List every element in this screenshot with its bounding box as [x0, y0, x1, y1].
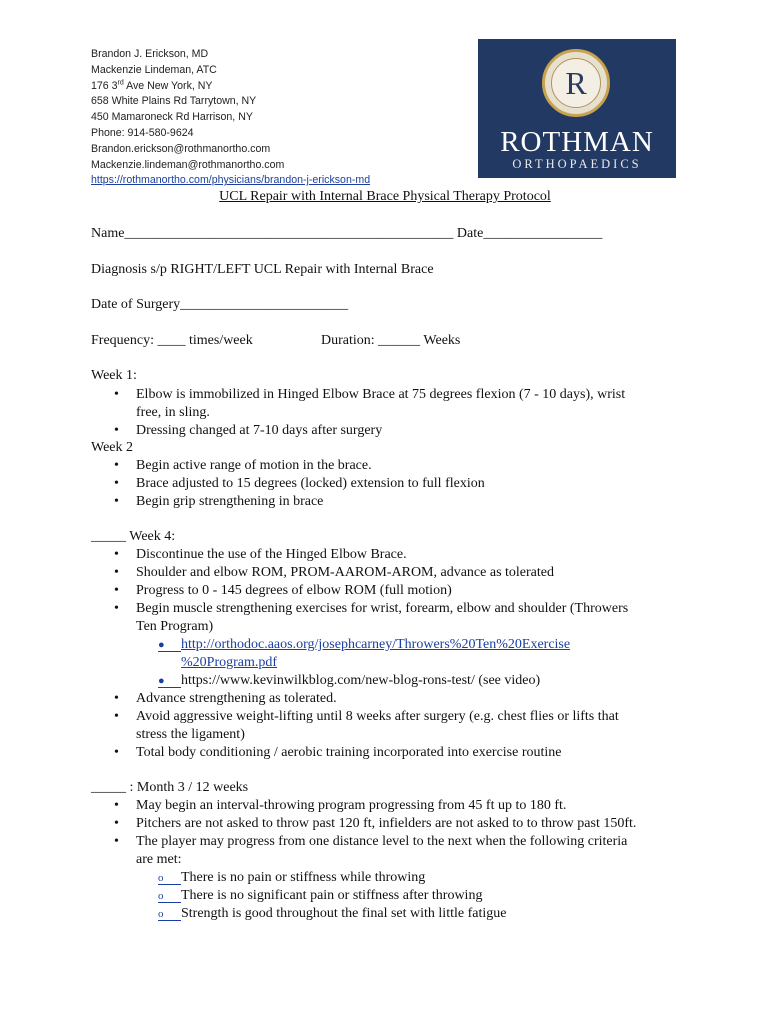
list-item-text-cont: Ten Program): [136, 619, 214, 634]
contact-address-nyc: [91, 79, 370, 95]
link-text[interactable]: https://www.kevinwilkblog.com/new-blog-rons-test/ (see video): [181, 673, 541, 688]
list-item: [136, 708, 681, 744]
contact-address-harrison: 450 Mamaroneck Rd Harrison, NY: [91, 111, 253, 124]
week1-heading: Week 1:: [91, 368, 137, 383]
rothman-logo: [478, 39, 676, 178]
document-title: UCL Repair with Internal Brace Physical Therapy Protocol: [219, 189, 551, 204]
list-item: • Progress to 0 - 145 degrees of elbow ROM (full motion): [136, 582, 681, 600]
address-rest: Ave New York, NY: [123, 79, 213, 92]
throwers-ten-link[interactable]: [158, 636, 651, 672]
week2-heading: Week 2: [91, 440, 134, 455]
duration-field[interactable]: Duration: ______ Weeks: [321, 333, 461, 348]
criteria-text: There is no pain or stiffness while throwing: [181, 870, 426, 885]
circle-bullet-icon: o: [158, 908, 164, 920]
list-item-text: The player may progress from one distance level to the next when the following criteria: [136, 834, 628, 849]
logo-name: ROTHMAN: [500, 126, 654, 158]
surgery-date-field[interactable]: Date of Surgery________________________: [91, 297, 349, 312]
contact-email-trainer: Mackenzie.lindeman@rothmanortho.com: [91, 158, 285, 171]
criteria-text: Strength is good throughout the final set with little fatigue: [181, 906, 507, 921]
link-text[interactable]: http://orthodoc.aaos.org/josephcarney/Throwers%20Ten%20Exercise: [181, 637, 571, 652]
month3-heading: _____ : Month 3 / 12 weeks: [91, 780, 249, 795]
logo-subtitle: ORTHOPAEDICS: [512, 157, 642, 171]
item-underline: [158, 902, 181, 903]
contact-physician: Brandon J. Erickson, MD: [91, 48, 209, 60]
list-item-text-cont: stress the ligament): [136, 727, 245, 742]
week4-heading: _____ Week 4:: [91, 529, 176, 544]
item-underline: [158, 920, 181, 921]
item-underline: [158, 884, 181, 885]
link-text-cont[interactable]: %20Program.pdf: [181, 655, 278, 670]
criteria-item: [158, 887, 651, 905]
circle-bullet-icon: o: [158, 890, 164, 902]
contact-phone: Phone: 914-580-9624: [91, 126, 194, 139]
list-item: • Total body conditioning / aerobic training incorporated into exercise routine: [136, 744, 681, 762]
list-item: • Advance strengthening as tolerated.: [136, 690, 681, 708]
name-date-field[interactable]: Name_______________________________________________ Date_________________: [91, 226, 603, 241]
list-item: [136, 600, 681, 636]
logo-letter: R: [551, 58, 601, 108]
contact-trainer: Mackenzie Lindeman, ATC: [91, 63, 217, 76]
bullet-icon: ●: [158, 675, 165, 687]
circle-bullet-icon: o: [158, 872, 164, 884]
list-item-text: Begin muscle strengthening exercises for wrist, forearm, elbow and shoulder (Throwers: [136, 601, 629, 616]
link-underline: [158, 651, 181, 652]
list-item: • Dressing changed at 7-10 days after surgery: [136, 422, 681, 440]
list-item: • Brace adjusted to 15 degrees (locked) extension to full flexion: [136, 475, 681, 493]
video-link[interactable]: [158, 672, 651, 690]
contact-address-tarrytown: 658 White Plains Rd Tarrytown, NY: [91, 95, 257, 108]
criteria-text: There is no significant pain or stiffness after throwing: [181, 888, 483, 903]
criteria-item: [158, 869, 651, 887]
list-item-text: Avoid aggressive weight-lifting until 8 weeks after surgery (e.g. chest flies or lifts that: [136, 709, 619, 724]
logo-emblem: [542, 49, 610, 117]
physician-profile-link[interactable]: https://rothmanortho.com/physicians/brandon-j-erickson-md: [91, 174, 371, 187]
list-item: • Shoulder and elbow ROM, PROM-AAROM-AROM, advance as tolerated: [136, 564, 681, 582]
link-underline: [158, 687, 181, 688]
contact-block: [91, 47, 370, 189]
list-item: [136, 833, 681, 869]
address-ordinal: rd: [117, 79, 124, 87]
list-item-text-cont: are met:: [136, 852, 182, 867]
list-item: • Pitchers are not asked to throw past 120 ft, infielders are not asked to to throw past 150ft.: [136, 815, 681, 833]
list-item-text-cont: free, in sling.: [136, 405, 210, 420]
frequency-field[interactable]: Frequency: ____ times/week: [91, 333, 253, 348]
bullet-icon: ●: [158, 639, 165, 651]
contact-email-physician: Brandon.erickson@rothmanortho.com: [91, 142, 271, 155]
address-number: 176 3: [91, 79, 118, 92]
list-item: • May begin an interval-throwing program progressing from 45 ft up to 180 ft.: [136, 797, 681, 815]
criteria-item: [158, 905, 651, 923]
list-item: • Begin active range of motion in the brace.: [136, 457, 681, 475]
list-item-text: Elbow is immobilized in Hinged Elbow Brace at 75 degrees flexion (7 - 10 days), wrist: [136, 387, 626, 402]
list-item: • Discontinue the use of the Hinged Elbow Brace.: [136, 546, 681, 564]
list-item: • Begin grip strengthening in brace: [136, 493, 681, 511]
diagnosis-line: Diagnosis s/p RIGHT/LEFT UCL Repair with Internal Brace: [91, 262, 434, 277]
list-item: [136, 386, 681, 422]
